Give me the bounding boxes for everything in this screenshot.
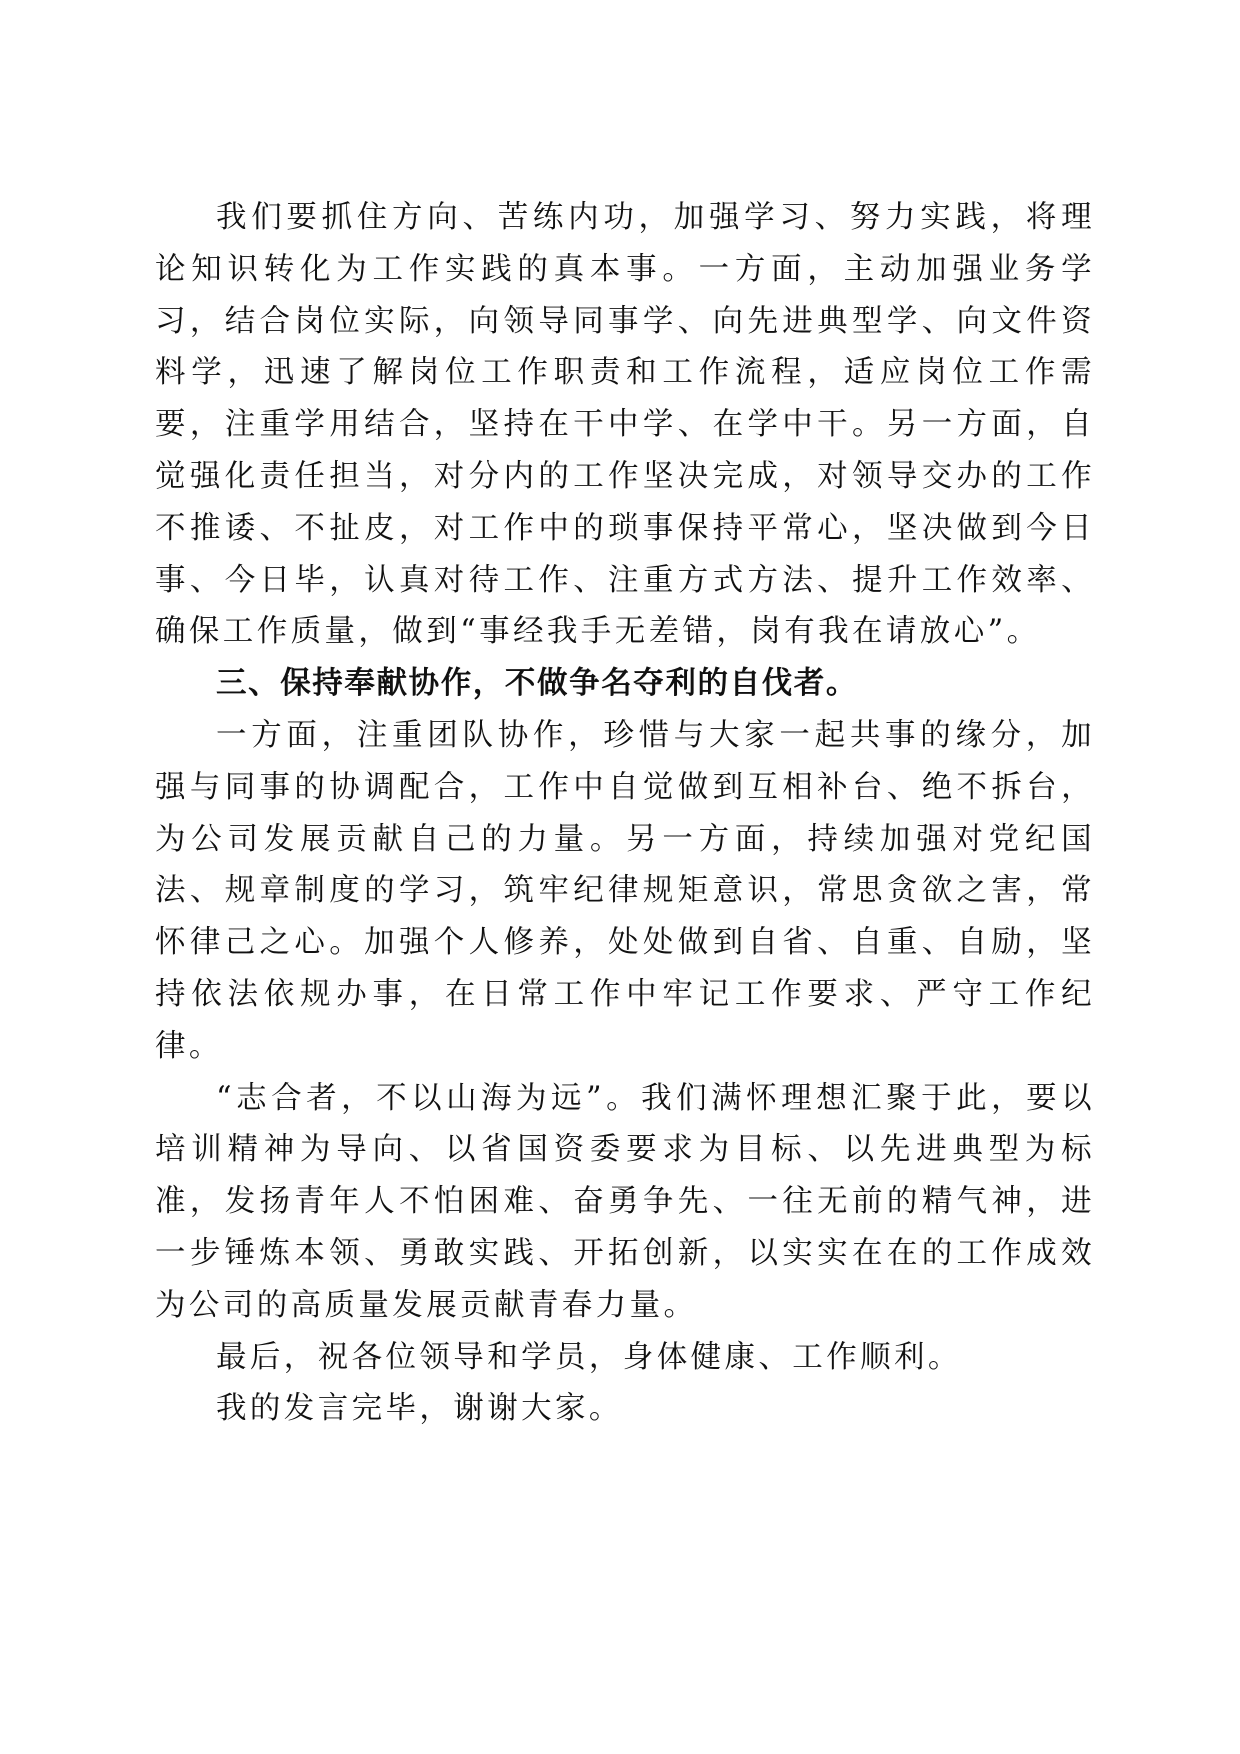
paragraph-teamwork: 一方面，注重团队协作，珍惜与大家一起共事的缘分，加强与同事的协调配合，工作中自觉做到互相补台、绝不拆台，为公司发展贡献自己的力量。另一方面，持续加强对党纪国法、规章制度的学习，筑牢纪律规矩意识，常思贪欲之害，常怀律己之心。加强个人修养，处处做到自省、自重、自励，坚持依法依规办事，在日常工作中牢记工作要求、严守工作纪律。 (155, 717, 1095, 1064)
paragraph-closing-thanks: 我的发言完毕，谢谢大家。 (216, 1391, 623, 1427)
section-heading-3: 三、保持奉献协作，不做争名夺利的自伐者。 (216, 666, 858, 702)
document-body (155, 192, 1095, 1435)
paragraph-closing-wishes: 最后，祝各位领导和学员，身体健康、工作顺利。 (216, 1339, 962, 1375)
paragraph-work-practice: 我们要抓住方向、苦练内功，加强学习、努力实践，将理论知识转化为工作实践的真本事。一方面，主动加强业务学习，结合岗位实际，向领导同事学、向先进典型学、向文件资料学，迅速了解岗位工作职责和工作流程，适应岗位工作需要，注重学用结合，坚持在干中学、在学中干。另一方面，自觉强化责任担当，对分内的工作坚决完成，对领导交办的工作不推诿、不扯皮，对工作中的琐事保持平常心，坚决做到今日事、今日毕，认真对待工作、注重方式方法、提升工作效率、确保工作质量，做到“事经我手无差错，岗有我在请放心”。 (155, 200, 1095, 650)
paragraph-aspiration: “志合者，不以山海为远”。我们满怀理想汇聚于此，要以培训精神为导向、以省国资委要求为目标、以先进典型为标准，发扬青年人不怕困难、奋勇争先、一往无前的精气神，进一步锤炼本领、勇敢实践、开拓创新，以实实在在的工作成效为公司的高质量发展贡献青春力量。 (155, 1080, 1095, 1323)
